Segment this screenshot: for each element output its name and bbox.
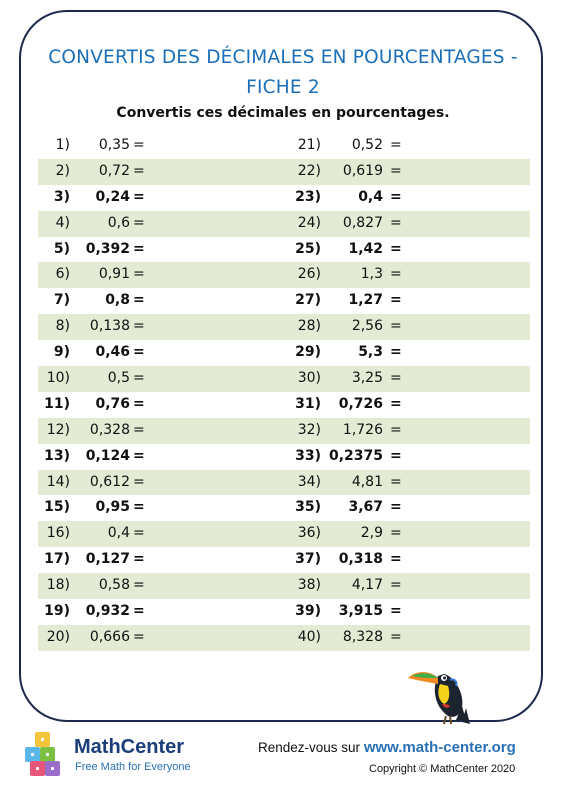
dice-cubes-icon xyxy=(22,730,70,778)
problem-number: 32) xyxy=(297,421,321,438)
problem-number: 7) xyxy=(53,292,70,309)
table-row xyxy=(38,444,530,470)
decimal-value: 8,328 xyxy=(342,628,383,645)
problem-number: 23) xyxy=(295,188,321,205)
equals-sign: = xyxy=(133,188,145,205)
decimal-value: 3,915 xyxy=(338,603,383,620)
equals-sign: = xyxy=(390,577,402,594)
equals-sign: = xyxy=(133,266,145,283)
equals-sign: = xyxy=(133,240,145,257)
table-row xyxy=(38,237,530,263)
decimal-value: 0,726 xyxy=(338,395,383,412)
table-row xyxy=(38,340,530,366)
website-link[interactable]: www.math-center.org xyxy=(363,739,516,756)
problem-number: 26) xyxy=(297,266,321,283)
problem-number: 40) xyxy=(297,628,321,645)
table-row xyxy=(38,521,530,547)
decimal-value: 4,17 xyxy=(351,577,383,594)
equals-sign: = xyxy=(390,551,402,568)
brand-tagline: Free Math for Everyone xyxy=(75,761,191,773)
problem-number: 38) xyxy=(297,577,321,594)
decimal-value: 1,726 xyxy=(342,421,383,438)
equals-sign: = xyxy=(390,628,402,645)
decimal-value: 1,42 xyxy=(348,240,383,257)
decimal-value: 0,4 xyxy=(107,525,130,542)
equals-sign: = xyxy=(390,318,402,335)
equals-sign: = xyxy=(390,473,402,490)
page-title-line-2: FICHE 2 xyxy=(246,77,320,98)
table-row xyxy=(38,418,530,444)
instructions: Convertis ces décimales en pourcentages. xyxy=(116,105,450,121)
problem-number: 33) xyxy=(295,447,321,464)
problem-number: 27) xyxy=(295,292,321,309)
equals-sign: = xyxy=(133,603,145,620)
equals-sign: = xyxy=(133,551,145,568)
toucan-illustration xyxy=(404,658,494,726)
table-row xyxy=(38,366,530,392)
problem-number: 15) xyxy=(44,499,70,516)
equals-sign: = xyxy=(133,421,145,438)
equals-sign: = xyxy=(390,395,402,412)
problem-number: 12) xyxy=(46,421,70,438)
problem-number: 31) xyxy=(295,395,321,412)
problem-number: 10) xyxy=(46,370,70,387)
equals-sign: = xyxy=(133,628,145,645)
decimal-value: 3,67 xyxy=(348,499,383,516)
problem-number: 8) xyxy=(55,318,70,335)
page-title-line-1: CONVERTIS DES DÉCIMALES EN POURCENTAGES - xyxy=(48,47,518,68)
decimal-value: 0,138 xyxy=(89,318,130,335)
decimal-value: 2,9 xyxy=(360,525,383,542)
equals-sign: = xyxy=(133,499,145,516)
equals-sign: = xyxy=(390,447,402,464)
equals-sign: = xyxy=(390,421,402,438)
problem-number: 37) xyxy=(295,551,321,568)
table-row xyxy=(38,159,530,185)
problem-number: 20) xyxy=(46,628,70,645)
problem-number: 21) xyxy=(297,137,321,153)
equals-sign: = xyxy=(133,370,145,387)
equals-sign: = xyxy=(133,137,145,153)
equals-sign: = xyxy=(390,525,402,542)
equals-sign: = xyxy=(390,292,402,309)
equals-sign: = xyxy=(133,214,145,231)
decimal-value: 1,27 xyxy=(348,292,383,309)
equals-sign: = xyxy=(133,447,145,464)
decimal-value: 0,95 xyxy=(95,499,130,516)
equals-sign: = xyxy=(390,370,402,387)
equals-sign: = xyxy=(133,395,145,412)
equals-sign: = xyxy=(133,292,145,309)
equals-sign: = xyxy=(390,162,402,179)
problem-number: 16) xyxy=(46,525,70,542)
decimal-value: 4,81 xyxy=(351,473,383,490)
problem-number: 30) xyxy=(297,370,321,387)
problem-number: 39) xyxy=(295,603,321,620)
decimal-value: 0,666 xyxy=(89,628,130,645)
problem-number: 6) xyxy=(55,266,70,283)
decimal-value: 1,3 xyxy=(360,266,383,283)
decimal-value: 0,328 xyxy=(89,421,130,438)
decimal-value: 0,76 xyxy=(95,395,130,412)
decimal-value: 0,72 xyxy=(98,162,130,179)
visit-line xyxy=(258,739,516,756)
problem-number: 2) xyxy=(55,162,70,179)
decimal-value: 0,2375 xyxy=(328,447,383,464)
decimal-value: 0,46 xyxy=(95,344,130,361)
problem-number: 18) xyxy=(46,577,70,594)
table-row xyxy=(38,547,530,573)
decimal-value: 0,932 xyxy=(85,603,130,620)
problem-number: 29) xyxy=(295,344,321,361)
problem-number: 4) xyxy=(55,214,70,231)
problem-number: 9) xyxy=(53,344,70,361)
table-row xyxy=(38,314,530,340)
problem-number: 25) xyxy=(295,240,321,257)
problem-number: 11) xyxy=(44,395,70,412)
visit-prefix: Rendez-vous sur xyxy=(258,740,364,755)
equals-sign: = xyxy=(133,162,145,179)
equals-sign: = xyxy=(390,603,402,620)
table-row xyxy=(38,470,530,496)
equals-sign: = xyxy=(390,188,402,205)
problem-number: 3) xyxy=(53,188,70,205)
decimal-value: 5,3 xyxy=(358,344,383,361)
decimal-value: 0,8 xyxy=(105,292,130,309)
problem-number: 34) xyxy=(297,473,321,490)
equals-sign: = xyxy=(133,344,145,361)
decimal-value: 3,25 xyxy=(351,370,383,387)
equals-sign: = xyxy=(133,525,145,542)
table-row xyxy=(38,392,530,418)
table-row xyxy=(38,133,530,159)
problem-number: 36) xyxy=(297,525,321,542)
problem-number: 14) xyxy=(46,473,70,490)
equals-sign: = xyxy=(390,266,402,283)
decimal-value: 2,56 xyxy=(351,318,383,335)
decimal-value: 0,619 xyxy=(342,162,383,179)
problem-number: 35) xyxy=(295,499,321,516)
decimal-value: 0,4 xyxy=(358,188,383,205)
problem-number: 28) xyxy=(297,318,321,335)
equals-sign: = xyxy=(390,240,402,257)
equals-sign: = xyxy=(133,473,145,490)
decimal-value: 0,58 xyxy=(98,577,130,594)
equals-sign: = xyxy=(133,318,145,335)
table-row xyxy=(38,625,530,651)
decimal-value: 0,91 xyxy=(98,266,130,283)
problem-number: 24) xyxy=(297,214,321,231)
copyright: Copyright © MathCenter 2020 xyxy=(369,763,516,775)
table-row xyxy=(38,573,530,599)
table-row xyxy=(38,262,530,288)
table-row xyxy=(38,599,530,625)
decimal-value: 0,24 xyxy=(95,188,130,205)
table-row xyxy=(38,495,530,521)
exercise-table xyxy=(38,133,530,651)
problem-number: 1) xyxy=(55,137,70,153)
equals-sign: = xyxy=(390,499,402,516)
equals-sign: = xyxy=(390,137,402,153)
table-row xyxy=(38,185,530,211)
problem-number: 22) xyxy=(297,162,321,179)
brand-name: MathCenter xyxy=(74,736,185,758)
decimal-value: 0,35 xyxy=(98,137,130,153)
decimal-value: 0,52 xyxy=(351,137,383,153)
table-row xyxy=(38,288,530,314)
decimal-value: 0,5 xyxy=(107,370,130,387)
decimal-value: 0,827 xyxy=(342,214,383,231)
decimal-value: 0,392 xyxy=(85,240,130,257)
decimal-value: 0,318 xyxy=(338,551,383,568)
problem-number: 13) xyxy=(44,447,70,464)
decimal-value: 0,127 xyxy=(85,551,130,568)
table-row xyxy=(38,211,530,237)
decimal-value: 0,612 xyxy=(89,473,130,490)
decimal-value: 0,124 xyxy=(85,447,130,464)
problem-number: 5) xyxy=(53,240,70,257)
problem-number: 19) xyxy=(44,603,70,620)
equals-sign: = xyxy=(390,214,402,231)
decimal-value: 0,6 xyxy=(107,214,130,231)
equals-sign: = xyxy=(390,344,402,361)
problem-number: 17) xyxy=(44,551,70,568)
equals-sign: = xyxy=(133,577,145,594)
